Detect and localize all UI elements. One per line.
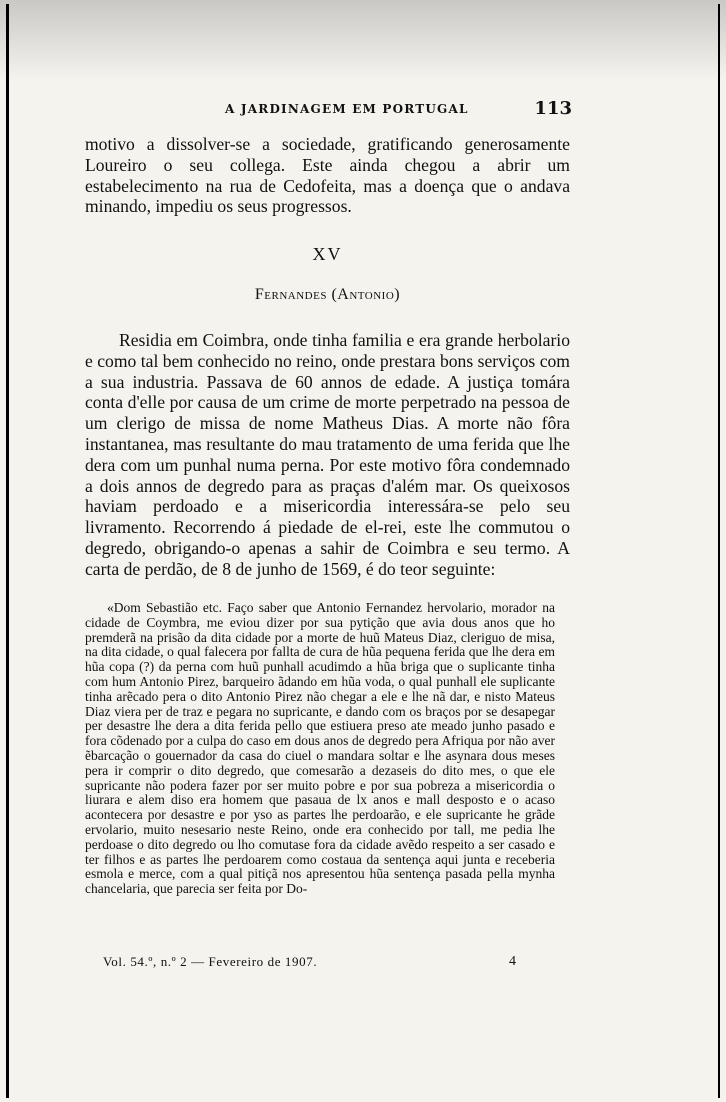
running-title: A JARDINAGEM EM PORTUGAL [225,102,469,116]
main-paragraph-block [85,330,570,580]
intro-paragraph: motivo a dissolver-se a sociedade, gratificando generosamente Loureiro o seu collega. Este ainda chegou a abrir um estabelecimento na rua de Cedofeita, mas a doença que o andava minando, impediu os seus progressos. [85,134,570,217]
quoted-letter-text: «Dom Sebastião etc. Faço saber que Antonio Fernandez hervolario, morador na cidade de Coymbra, me eviou dizer por sua pytição que avia dous anos que ho premderã na prisão da dita cidade por a morte de huũ Mateus Diaz, cleriguo de misa, na dita cidade, o qual falecera por fallta de cura de hũa pequena ferida que lhe dera em hũa copa (?) da perna com huũ punhall acudimdo a hũa briga que o suplicante tinha com hum Antonio Pirez, barqueiro ãdando em hũa voda, o qual punhall ele suplicante tinha arẽcado pera o dito Antonio Pirez não chegar a ele e lhe nã dar, e nisto Mateus Diaz viera per de traz e pegara no supricante, e dando com os braços por se desapegar per desastre lhe dera a dita ferida pello que estiuera preso ate meado junho pasado e fora cõdenado por a culpa do caso em dous anos de degredo pera Afriqua por não aver ẽbarcação o gouernador da casa do ciuel o mandara soltar e lhe asynara dous meses pera ir comprir o dito degredo, que comesarão a dezaseis do dito mes, o que ele supricante não podera fazer por ser muito pobre e por sua pobreza a misericordia o liurara e alem diso era homem que pasaua de lx anos e mall desposto e o acaso acontecera por desastre e por yso as partes lhe perdoarão, e ele supricante he grãde ervolario, muito nesesario neste Reino, onde era conhecido por tall, me pedia lhe perdoase o dito degredo ou lho comutase fora da cidade avẽdo respeito a ser casado e ter filhos e as partes lhe perdoarem como costaua da sentença aqui junta e receberia esmola e merce, com a qual pitiçã nos apresentou hũa sentença pasada pella mynha chancelaria, que parecia ser feita por Do- [85,600,555,897]
chapter-number: XV [312,244,343,264]
page-number: 113 [534,98,572,119]
intro-paragraph-block [85,134,570,217]
page-footer [85,954,570,974]
signature-mark: 4 [509,954,516,969]
main-paragraph: Residia em Coimbra, onde tinha familia e era grande herbolario e como tal bem conhecido no reino, onde prestara bons serviços com a sua industria. Passava de 60 annos de edade. A justiça tomára conta d'elle por causa de um crime de morte perpetrado na pessoa de um clerigo de missa de nome Matheus Dias. A morte não fôra instantanea, mas resultante do mau tratamento de uma ferida que lhe dera com um punhal numa perna. Por este motivo fôra condemnado a dois annos de degredo para as praças d'além mar. Os queixosos haviam perdoado e a misericordia interessára-se pelo seu livramento. Recorrendo á piedade de el-rei, este lhe commutou o degredo, obrigando-o apenas a sahir de Coimbra e seu termo. A carta de perdão, de 8 de junho de 1569, é do teor seguinte: [85,330,570,579]
page-header [85,100,570,120]
entry-title: Fernandes (Antonio) [254,286,401,303]
signature-line: Vol. 54.º, n.º 2 — Fevereiro de 1907. [103,954,318,969]
quoted-letter [85,601,555,897]
